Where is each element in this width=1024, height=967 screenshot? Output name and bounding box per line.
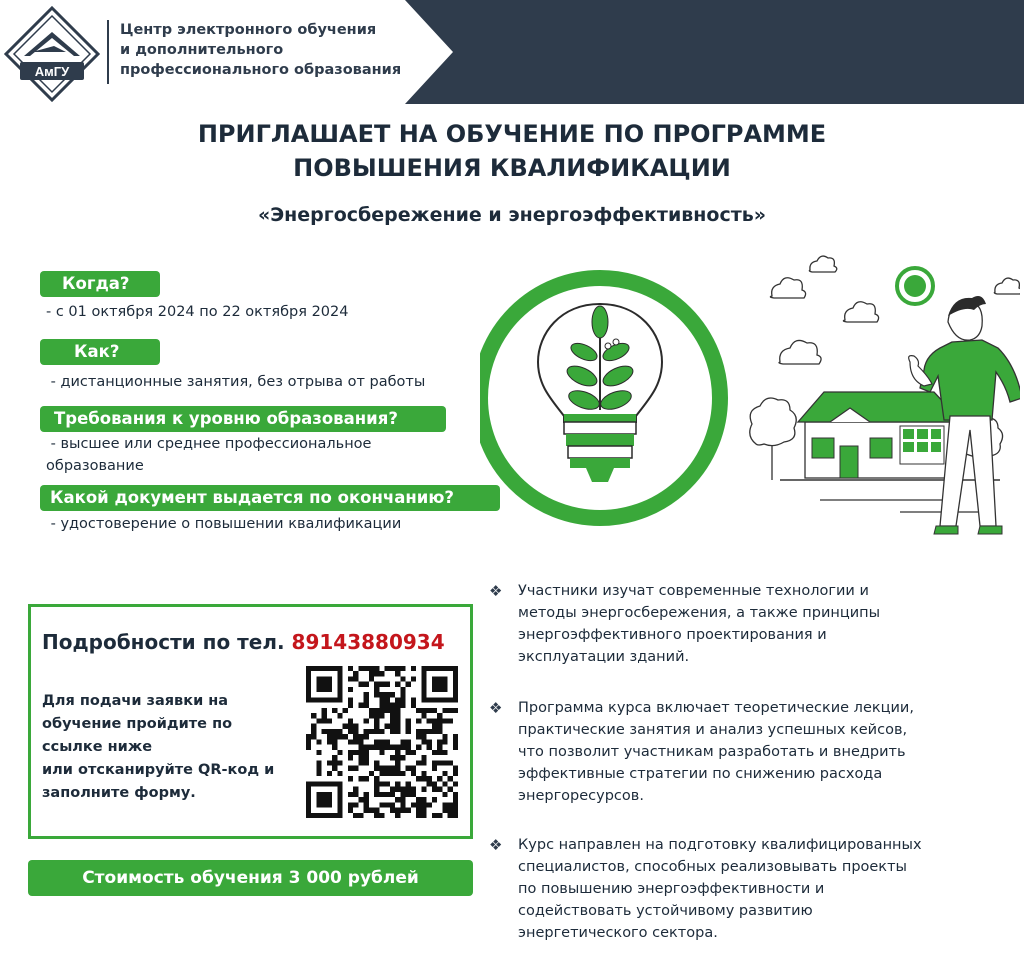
bullet-item xyxy=(489,580,1009,670)
eco-illustration xyxy=(480,250,1020,550)
bullet-item xyxy=(489,834,1009,946)
bullet-line: энергетического сектора. xyxy=(518,925,718,941)
question-when: Когда? xyxy=(40,271,160,297)
answer-how: - дистанционные занятия, без отрыва от работы xyxy=(46,374,426,390)
bullet-line: практические занятия и анализ успешных кейсов, xyxy=(518,722,908,738)
apply-line: или отсканируйте QR-код и xyxy=(42,762,275,778)
bullet-line: энергоресурсов. xyxy=(518,788,644,804)
logo-text: АмГУ xyxy=(34,64,70,79)
question-how: Как? xyxy=(40,339,160,365)
center-name xyxy=(120,20,401,80)
bullet-line: что позволит участникам разработать и внедрить xyxy=(518,744,906,760)
diamond-bullet-icon: ❖ xyxy=(489,836,503,854)
answer-education-line-2: образование xyxy=(46,458,144,474)
bullet-line: энергоэффективного проектирования и xyxy=(518,627,827,643)
page-title-line-2: ПОВЫШЕНИЯ КВАЛИФИКАЦИИ xyxy=(293,154,731,182)
bullet-line: Курс направлен на подготовку квалифицированных xyxy=(518,837,922,853)
page-title-line-1: ПРИГЛАШАЕТ НА ОБУЧЕНИЕ ПО ПРОГРАММЕ xyxy=(197,120,827,148)
center-name-line: Центр электронного обучения xyxy=(120,22,377,38)
bullet-item xyxy=(489,697,1009,809)
diamond-bullet-icon: ❖ xyxy=(489,582,503,600)
bullet-line: содействовать устойчивому развитию xyxy=(518,903,813,919)
phone-line xyxy=(42,630,445,654)
question-document: Какой документ выдается по окончанию? xyxy=(40,485,500,511)
apply-line: ссылке ниже xyxy=(42,739,153,755)
apply-instructions xyxy=(42,690,312,805)
answer-document: - удостоверение о повышении квалификации xyxy=(46,516,402,532)
qr-code[interactable] xyxy=(306,666,458,818)
bullet-line: методы энергосбережения, а также принципы xyxy=(518,605,881,621)
phone-number[interactable]: 89143880934 xyxy=(291,630,445,654)
question-education: Требования к уровню образования? xyxy=(40,406,446,432)
phone-label: Подробности по тел. xyxy=(42,630,292,654)
apply-line: заполните форму. xyxy=(42,785,196,801)
apply-line: Для подачи заявки на xyxy=(42,693,229,709)
bullet-line: Программа курса включает теоретические лекции, xyxy=(518,700,914,716)
program-name: «Энергосбережение и энергоэффективность» xyxy=(257,204,767,226)
price-banner: Стоимость обучения 3 000 рублей xyxy=(28,860,473,896)
answer-education-line-1: - высшее или среднее профессиональное xyxy=(46,436,372,452)
apply-line: обучение пройдите по xyxy=(42,716,233,732)
bullet-line: Участники изучат современные технологии и xyxy=(518,583,869,599)
bullet-line: по повышению энергоэффективности и xyxy=(518,881,825,897)
logo-divider xyxy=(107,20,109,84)
center-name-line: и дополнительного xyxy=(120,42,284,58)
bullet-line: специалистов, способных реализовывать проекты xyxy=(518,859,907,875)
header-band xyxy=(405,0,1024,104)
bullet-line: эксплуатации зданий. xyxy=(518,649,690,665)
bullet-line: эффективные стратегии по снижению расхода xyxy=(518,766,883,782)
center-name-line: профессионального образования xyxy=(120,62,402,78)
amgu-logo xyxy=(4,6,100,102)
diamond-bullet-icon: ❖ xyxy=(489,699,503,717)
answer-when: - с 01 октября 2024 по 22 октября 2024 xyxy=(46,304,349,320)
